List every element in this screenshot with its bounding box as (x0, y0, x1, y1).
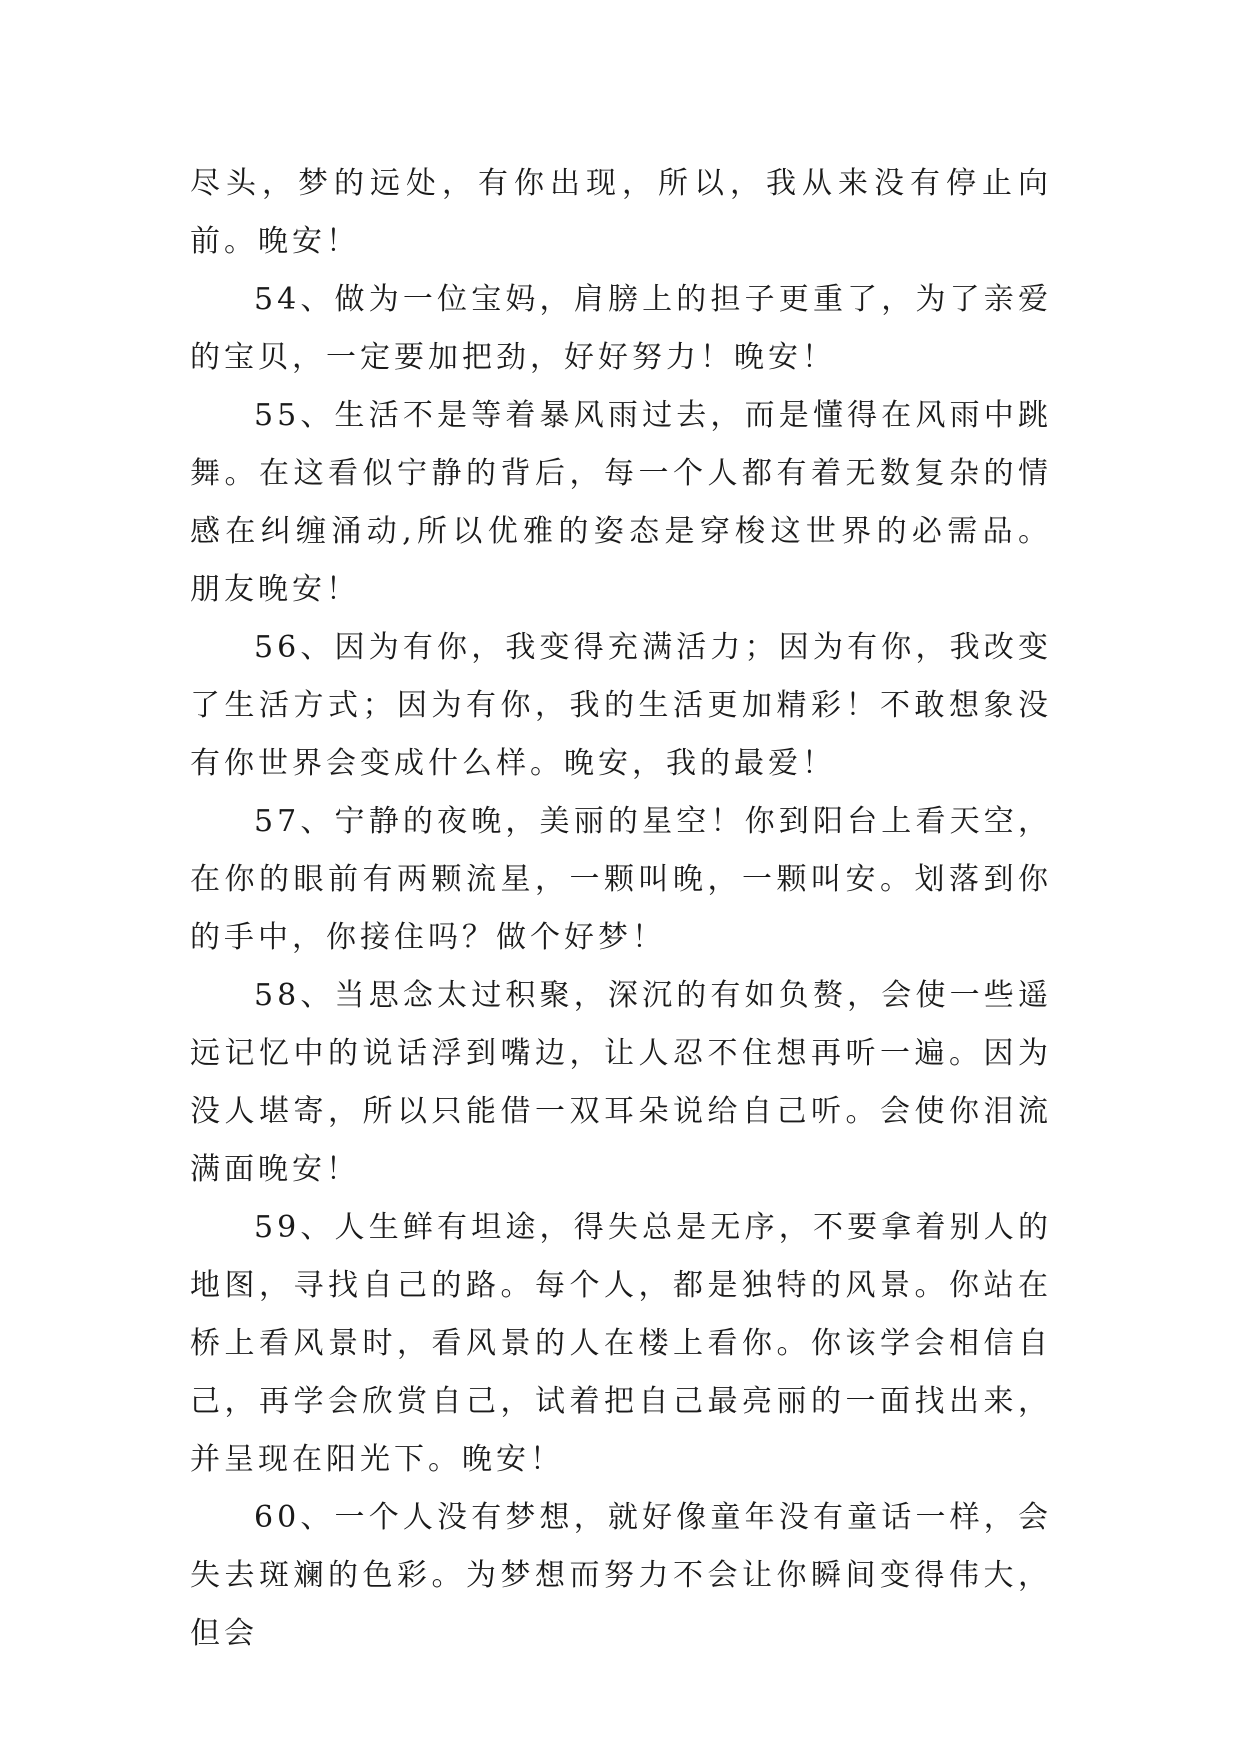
paragraph-55: 55、生活不是等着暴风雨过去，而是懂得在风雨中跳舞。在这看似宁静的背后，每一个人都有着无数复杂的情感在纠缠涌动,所以优雅的姿态是穿梭这世界的必需品。朋友晚安！ (190, 398, 1052, 607)
document-body (190, 155, 1052, 1663)
paragraph-58: 58、当思念太过积聚，深沉的有如负赘，会使一些遥远记忆中的说话浮到嘴边，让人忍不住想再听一遍。因为没人堪寄，所以只能借一双耳朵说给自己听。会使你泪流满面晚安！ (190, 978, 1052, 1187)
paragraph-53-continuation: 尽头，梦的远处，有你出现，所以，我从来没有停止向前。晚安！ (190, 166, 1052, 259)
paragraph-59: 59、人生鲜有坦途，得失总是无序，不要拿着别人的地图，寻找自己的路。每个人，都是独特的风景。你站在桥上看风景时，看风景的人在楼上看你。你该学会相信自己，再学会欣赏自己，试着把自己最亮丽的一面找出来，并呈现在阳光下。晚安！ (190, 1210, 1052, 1477)
paragraph-56: 56、因为有你，我变得充满活力；因为有你，我改变了生活方式；因为有你，我的生活更加精彩！不敢想象没有你世界会变成什么样。晚安，我的最爱！ (190, 630, 1052, 781)
paragraph-60: 60、一个人没有梦想，就好像童年没有童话一样，会失去斑斓的色彩。为梦想而努力不会让你瞬间变得伟大，但会 (190, 1500, 1052, 1651)
paragraph-57: 57、宁静的夜晚，美丽的星空！你到阳台上看天空，在你的眼前有两颗流星，一颗叫晚，一颗叫安。划落到你的手中，你接住吗？做个好梦！ (190, 804, 1052, 955)
paragraph-54: 54、做为一位宝妈，肩膀上的担子更重了，为了亲爱的宝贝，一定要加把劲，好好努力！晚安！ (190, 282, 1052, 375)
